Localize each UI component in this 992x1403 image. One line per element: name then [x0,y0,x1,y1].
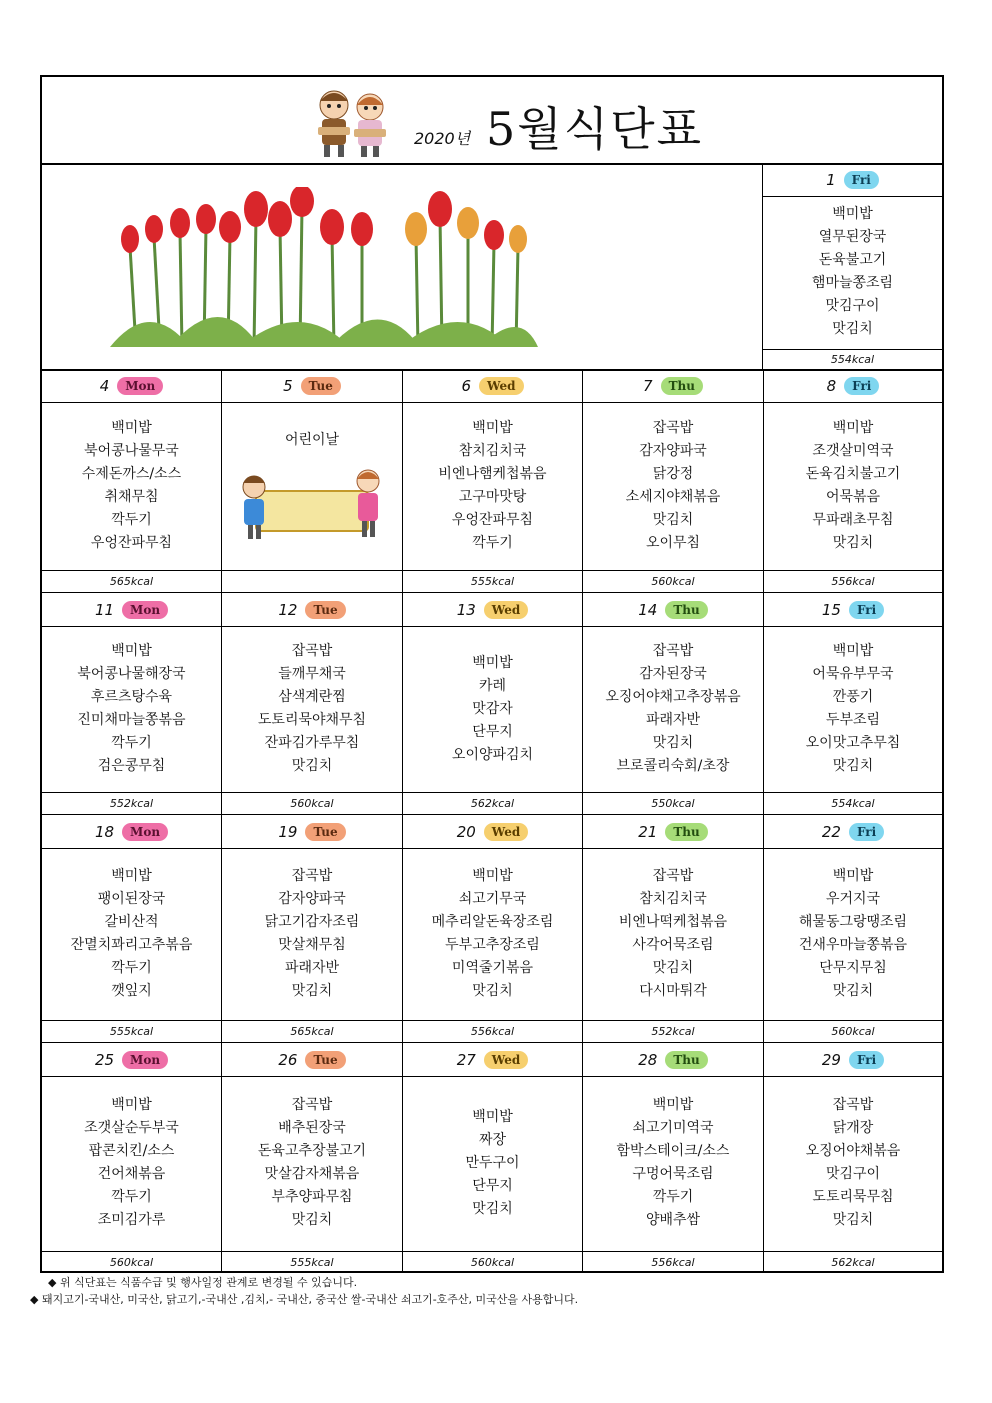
menu-item: 북어콩나물해장국 [77,666,186,682]
weekday-badge: Thu [665,601,707,619]
kcal-label: 552kcal [42,792,221,814]
menu-item: 배추된장국 [278,1120,346,1136]
menu-item: 백미밥 [111,1097,152,1113]
menu-item: 맛김치 [291,758,333,774]
menu-list [222,849,402,1019]
menu-item: 백미밥 [472,420,513,436]
menu-item: 감자양파국 [639,443,707,459]
kcal-label [222,570,402,592]
menu-item: 잡곡밥 [291,1097,333,1113]
menu-item: 취채무침 [104,489,159,505]
menu-item: 건어채볶음 [97,1166,166,1182]
kids-illustration-icon [308,83,396,159]
menu-item: 미역줄기볶음 [451,960,534,976]
menu-item: 맛김치 [832,321,873,337]
day-cell-27 [403,1043,583,1273]
menu-list [42,627,221,791]
menu-list [583,403,763,569]
day-header [403,593,582,627]
menu-item: 닭고기감자조림 [264,914,360,930]
weekday-badge: Fri [849,1051,884,1069]
menu-item: 백미밥 [652,1097,694,1113]
day-header [763,163,942,197]
menu-item: 잔파김가루무침 [264,735,360,751]
menu-item: 메추리알돈육장조림 [431,914,554,930]
menu-item: 햄마늘쫑조림 [811,275,894,291]
weekday-badge: Thu [665,1051,707,1069]
day-header [583,815,763,849]
menu-item: 검은콩무침 [97,758,166,774]
weekday-badge: Tue [305,823,345,841]
menu-item: 깻잎지 [111,983,152,999]
day-header [222,815,402,849]
day-number: 28 [638,1050,658,1069]
kcal-label: 556kcal [764,570,942,592]
day-header [42,369,221,403]
day-cell-22 [764,815,942,1043]
kcal-label: 555kcal [42,1020,221,1042]
menu-item: 백미밥 [472,1108,513,1125]
menu-item: 만두구이 [465,1154,520,1171]
menu-item: 맛김치 [652,512,694,528]
menu-item: 맛김구이 [825,298,880,314]
menu-item: 조갯살순두부국 [84,1120,179,1136]
meal-plan-sheet [40,75,944,1273]
day-cell-25 [42,1043,222,1273]
menu-item: 다시마튀각 [639,983,707,999]
menu-item: 단무지 [472,723,513,740]
menu-item: 백미밥 [111,868,152,884]
menu-item: 소세지야채볶음 [625,489,721,505]
weekday-badge: Mon [117,377,163,395]
notes [30,1274,578,1308]
menu-item: 맛김치 [832,1212,874,1228]
menu-item: 맛김치 [291,983,333,999]
menu-item: 갈비산적 [104,914,159,930]
kcal-label: 550kcal [583,792,763,814]
kcal-label: 560kcal [764,1020,942,1042]
day-cell-11 [42,593,222,815]
day-number: 8 [826,376,837,395]
menu-list [764,1077,942,1249]
weekday-badge: Fri [844,377,879,395]
menu-item: 도토리묵무침 [812,1189,894,1205]
weekday-badge: Wed [484,601,529,619]
menu-item: 비엔나떡케첩볶음 [618,914,728,930]
menu-item: 열무된장국 [818,229,887,245]
weekday-badge: Mon [122,601,168,619]
menu-item: 두부고추장조림 [445,937,540,953]
menu-item: 두부조림 [825,712,881,728]
day-cell-13 [403,593,583,815]
weekday-badge: Tue [305,1051,345,1069]
day-header [403,815,582,849]
menu-item: 단무지무침 [819,960,887,976]
day-number: 6 [461,376,471,395]
menu-item: 건새우마늘쫑볶음 [798,937,908,953]
menu-item: 파래자반 [645,712,701,728]
menu-item: 잡곡밥 [832,1097,874,1113]
menu-item: 맛김치 [291,1212,333,1228]
day-header [583,1043,763,1077]
menu-item: 돈육고추장불고기 [257,1143,367,1159]
day-cell-29 [764,1043,942,1273]
weekday-badge: Thu [665,823,707,841]
day-number: 25 [94,1050,115,1069]
menu-item: 고구마맛탕 [458,489,527,505]
kcal-label: 555kcal [222,1251,402,1273]
day-header [42,815,221,849]
day-cell-14 [583,593,764,815]
day-number: 29 [821,1050,841,1069]
tulip-illustration-icon [110,187,538,347]
menu-item: 돈육김치불고기 [805,466,901,482]
menu-item: 오이맛고추무침 [805,735,901,751]
kcal-label: 565kcal [222,1020,402,1042]
day-header [583,369,763,403]
menu-list [403,1077,582,1249]
menu-item: 백미밥 [111,420,152,436]
menu-item: 사각어묵조림 [632,937,714,953]
weekday-badge: Tue [301,377,341,395]
menu-item: 맛김치 [472,1200,513,1217]
menu-item: 들깨무채국 [278,666,346,682]
day-header [764,815,942,849]
day-cell-28 [583,1043,764,1273]
menu-item: 돈육불고기 [818,252,887,268]
menu-item: 구멍어묵조림 [632,1166,714,1182]
menu-item: 단무지 [472,1177,513,1194]
day-cell-8 [764,369,942,593]
menu-item: 잡곡밥 [291,643,333,659]
menu-item: 백미밥 [832,643,874,659]
menu-item: 쇠고기미역국 [632,1120,714,1136]
menu-item: 깍두기 [652,1189,694,1205]
childrens-day-illustration-icon [236,457,386,553]
menu-item: 깍두기 [111,735,152,751]
day-number: 18 [94,822,115,841]
menu-item: 해물동그랑땡조림 [798,914,908,930]
day-number: 5 [283,376,293,395]
menu-item: 맛살채무침 [278,937,346,953]
menu-item: 참치김치국 [458,443,527,459]
day-number: 12 [278,600,298,619]
day-cell-4 [42,369,222,593]
menu-list [403,403,582,569]
menu-item: 백미밥 [832,868,874,884]
menu-item: 오이무침 [645,535,701,551]
menu-list [764,849,942,1019]
menu-item: 백미밥 [472,868,513,884]
day-cell-26 [222,1043,403,1273]
day-cell-7 [583,369,764,593]
menu-item: 맛감자 [472,700,513,717]
menu-item: 잡곡밥 [652,643,694,659]
menu-item: 맛살감자채볶음 [264,1166,360,1182]
day-header [764,1043,942,1077]
day-number: 27 [456,1050,476,1069]
menu-list [583,1077,763,1249]
weekday-badge: Wed [484,1051,529,1069]
menu-item: 감자된장국 [639,666,707,682]
day-number: 22 [821,822,841,841]
weekday-badge: Thu [661,377,703,395]
menu-item: 잡곡밥 [652,868,694,884]
day-header [764,593,942,627]
menu-item: 깐풍기 [832,689,874,705]
menu-item: 잔멸치꽈리고추볶음 [70,937,193,953]
kcal-label: 562kcal [764,1251,942,1273]
menu-item: 깍두기 [111,512,152,528]
day-number: 11 [94,600,115,619]
day-header [764,369,942,403]
menu-item: 삼색계란찜 [278,689,346,705]
kcal-label: 560kcal [42,1251,221,1273]
day-number: 15 [821,600,841,619]
menu-item: 깍두기 [111,960,152,976]
holiday-label: 어린이날 [284,432,340,448]
menu-item: 백미밥 [111,643,152,659]
menu-item: 잡곡밥 [652,420,694,436]
menu-list [42,1077,221,1249]
menu-item: 맛김치 [832,983,874,999]
kcal-label: 560kcal [403,1251,582,1273]
menu-item: 맛김치 [472,983,513,999]
menu-item: 쇠고기무국 [458,891,527,907]
menu-item: 도토리묵야채무침 [257,712,367,728]
menu-list [403,627,582,791]
day-header [583,593,763,627]
menu-list [222,1077,402,1249]
menu-list [222,627,402,791]
menu-item: 북어콩나물무국 [84,443,179,459]
menu-item: 조미김가루 [97,1212,166,1228]
menu-item: 백미밥 [832,206,873,222]
menu-item: 파래자반 [284,960,340,976]
note-line: ◆ 위 식단표는 식품수급 및 행사일정 관계로 변경될 수 있습니다. [48,1276,358,1289]
menu-item: 우거지국 [825,891,881,907]
day-header [403,1043,582,1077]
menu-item: 맛김치 [832,758,874,774]
menu-item: 무파래초무침 [812,512,894,528]
menu-item: 오이양파김치 [451,746,534,763]
day-cell-19 [222,815,403,1043]
day-cell-1 [763,163,942,371]
kcal-label: 554kcal [763,349,942,369]
menu-list [222,403,402,569]
weekday-badge: Mon [122,823,168,841]
menu-item: 맛김치 [832,535,874,551]
weekday-badge: Fri [849,601,884,619]
menu-item: 짜장 [478,1131,507,1148]
day-number: 19 [278,822,298,841]
menu-item: 함박스테이크/소스 [616,1143,730,1159]
kcal-label: 555kcal [403,570,582,592]
menu-item: 우엉잔파무침 [451,512,534,528]
kcal-label: 556kcal [583,1251,763,1273]
kcal-label: 554kcal [764,792,942,814]
kcal-label: 562kcal [403,792,582,814]
kcal-label: 565kcal [42,570,221,592]
menu-item: 부추양파무침 [271,1189,353,1205]
menu-item: 비엔나햄케첩볶음 [438,466,547,482]
menu-list [583,627,763,791]
menu-item: 맛김구이 [825,1166,881,1182]
day-number: 4 [99,376,110,395]
menu-item: 카레 [478,677,507,694]
menu-item: 수제돈까스/소스 [81,466,182,482]
day-cell-12 [222,593,403,815]
weekday-badge: Mon [122,1051,168,1069]
day-header [42,593,221,627]
day-header [403,369,582,403]
menu-list [764,627,942,791]
menu-item: 오징어야채볶음 [805,1143,901,1159]
day-cell-6 [403,369,583,593]
menu-item: 맛김치 [652,735,694,751]
menu-list [42,849,221,1019]
page-title: 5월식단표 [486,102,704,156]
menu-item: 감자양파국 [278,891,346,907]
day-header [42,1043,221,1077]
day-header [222,593,402,627]
menu-list [763,197,942,347]
menu-item: 팝콘치킨/소스 [88,1143,175,1159]
kcal-label: 560kcal [222,792,402,814]
menu-item: 어묵유부무국 [812,666,894,682]
menu-item: 진미채마늘쫑볶음 [77,712,186,728]
menu-item: 백미밥 [472,654,513,671]
year-label: 2020년 [414,129,471,148]
menu-item: 브로콜리숙회/초장 [616,758,730,774]
day-cell-5 [222,369,403,593]
kcal-label: 560kcal [583,570,763,592]
menu-item: 후르츠탕수육 [90,689,173,705]
menu-item: 오징어야채고추장볶음 [605,689,741,705]
menu-item: 어묵볶음 [825,489,881,505]
kcal-label: 552kcal [583,1020,763,1042]
weekday-badge: Fri [844,171,879,189]
day-cell-15 [764,593,942,815]
menu-item: 깍두기 [111,1189,152,1205]
weekday-badge: Wed [479,377,524,395]
day-cell-18 [42,815,222,1043]
day-header [222,369,402,403]
weekday-badge: Fri [849,823,884,841]
menu-item: 백미밥 [832,420,874,436]
day-number: 21 [638,822,658,841]
day-cell-20 [403,815,583,1043]
menu-list [764,403,942,569]
tulip-banner [42,163,763,371]
day-number: 20 [456,822,476,841]
menu-item: 참치김치국 [639,891,707,907]
menu-item: 닭강정 [652,466,694,482]
menu-item: 맛김치 [652,960,694,976]
day-number: 7 [643,376,653,395]
menu-list [42,403,221,569]
menu-list [403,849,582,1019]
weekday-badge: Tue [305,601,345,619]
day-header [222,1043,402,1077]
kcal-label: 556kcal [403,1020,582,1042]
menu-list [583,849,763,1019]
day-number: 26 [278,1050,298,1069]
menu-item: 팽이된장국 [97,891,166,907]
menu-item: 양배추쌈 [645,1212,701,1228]
note-line: ◆ 돼지고기-국내산, 미국산, 닭고기,-국내산 ,김치,- 국내산, 중국산 쌀-국내산 쇠고기-호주산, 미국산을 사용합니다. [30,1293,579,1306]
day-cell-21 [583,815,764,1043]
day-number: 13 [456,600,476,619]
title-header [42,77,942,165]
menu-item: 깍두기 [472,535,513,551]
day-number: 14 [638,600,658,619]
menu-item: 조갯살미역국 [812,443,894,459]
day-number: 1 [826,170,836,189]
menu-item: 우엉잔파무침 [90,535,173,551]
menu-item: 잡곡밥 [291,868,333,884]
weekday-badge: Wed [484,823,529,841]
menu-item: 닭개장 [832,1120,874,1136]
